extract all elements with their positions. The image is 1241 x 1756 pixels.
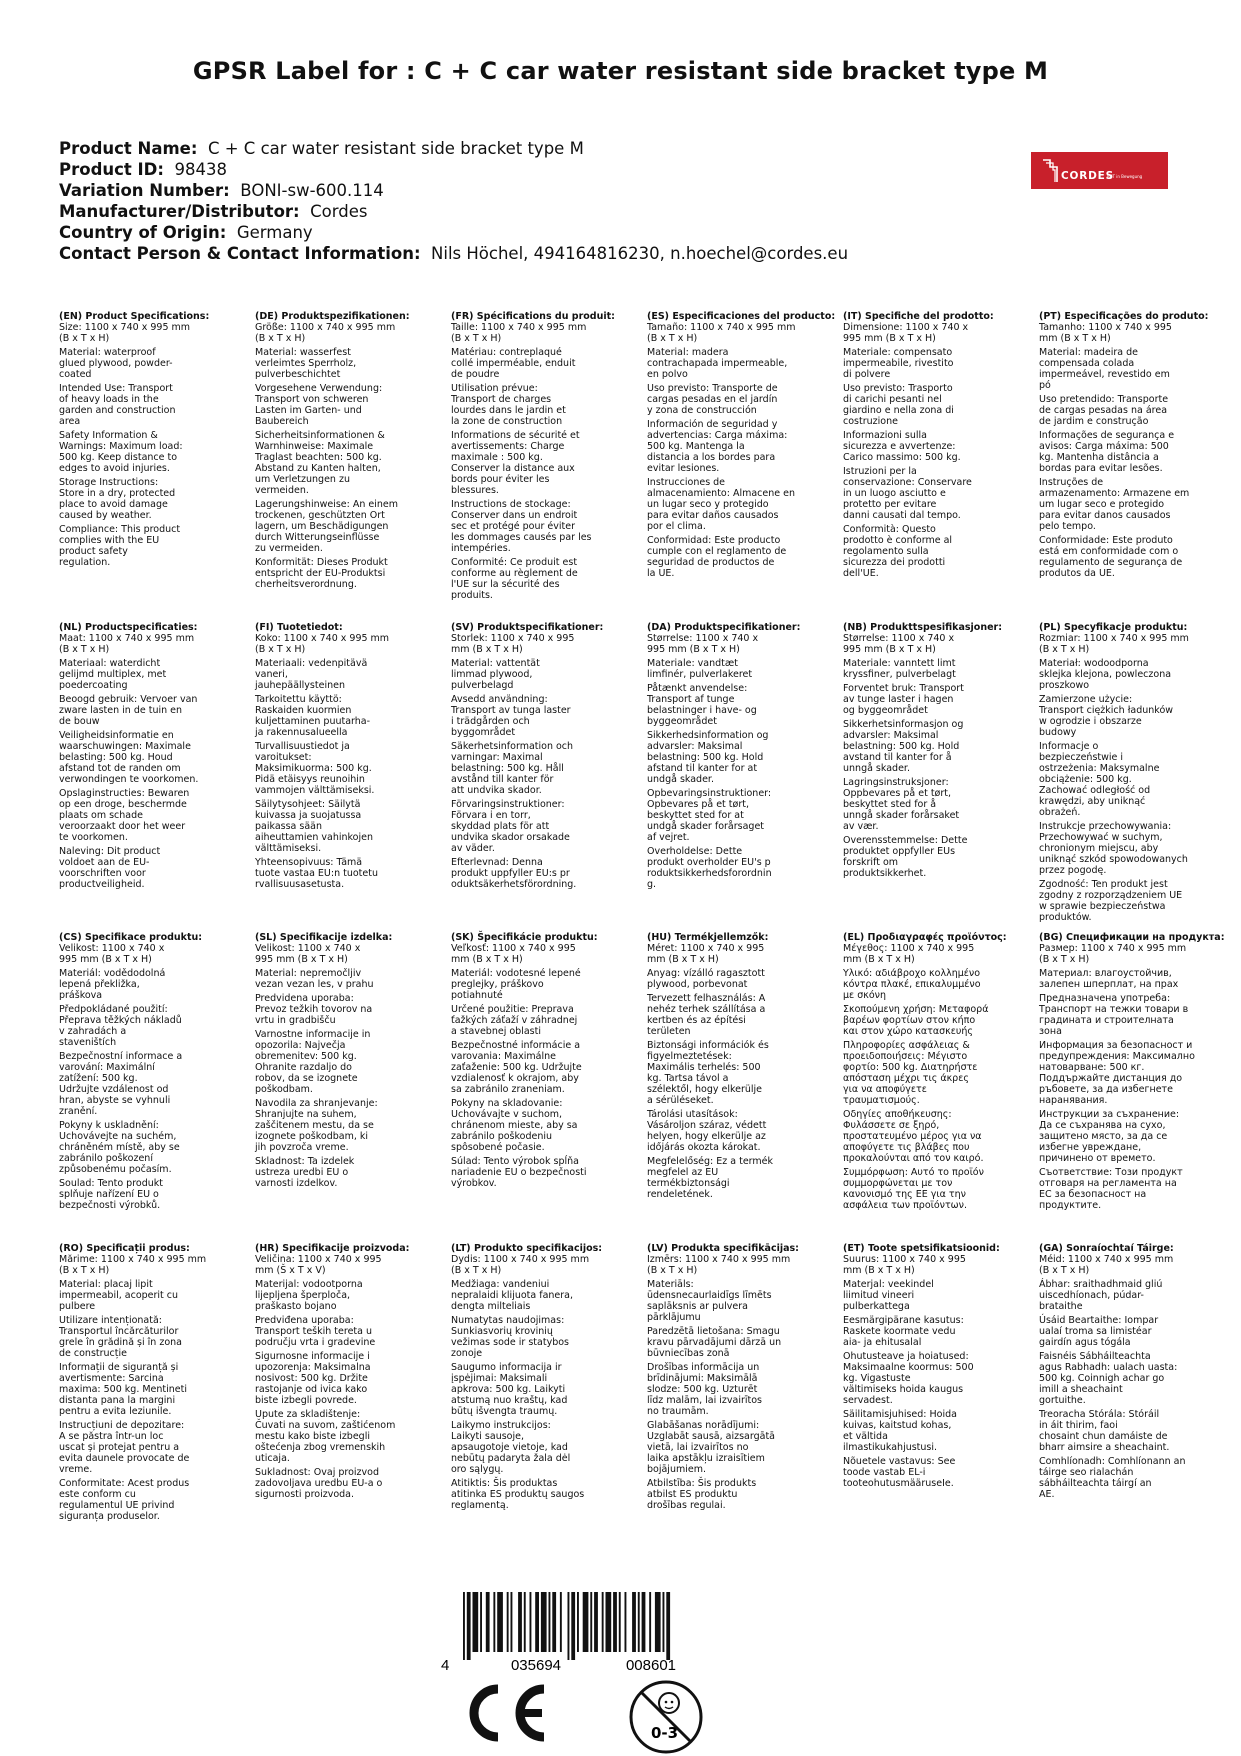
spec-paragraph: Velikost: 1100 x 740 x 995 mm (B x T x H)	[59, 943, 165, 965]
barcode-bar	[632, 1592, 636, 1652]
spec-paragraph: Atitiktis: Šis produktas atitinka ES produktų saugos reglamentą.	[451, 1478, 585, 1511]
spec-paragraph: Conformitate: Acest produs este conform cu regulamentul UE privind siguranța produselor.	[59, 1478, 190, 1522]
ce-mark-icon	[458, 1683, 548, 1743]
spec-paragraph: Ohutusteave ja hoiatused: Maksimaalne koormus: 500 kg. Vigastuste vältimiseks hoida kaugus servadest.	[843, 1351, 974, 1406]
spec-heading: (LV) Produkta specifikācijas:	[647, 1243, 799, 1254]
spec-paragraph: Instruções de armazenamento: Armazene em um lugar seco e protegido para evitar danos causados pelo tempo.	[1039, 477, 1190, 532]
spec-paragraph: Úsáid Beartaithe: Iompar ualaí troma sa limistéar gairdín agus tógála	[1039, 1315, 1159, 1348]
spec-paragraph: Οδηγίες αποθήκευσης: Φυλάσσετε σε ξηρό, προστατευμένο μέρος για να αποφύγετε τις βλάβες που προκαλούνται από τον καιρό.	[843, 1109, 984, 1164]
variation-number-value: BONI-sw-600.114	[240, 181, 384, 200]
spec-paragraph: Dydis: 1100 x 740 x 995 mm (B x T x H)	[451, 1254, 590, 1276]
spec-heading: (LT) Produkto specifikacijos:	[451, 1243, 603, 1254]
spec-paragraph: Faisnéis Sábháilteachta agus Rabhadh: ualach uasta: 500 kg. Coinnigh achar go imill a sheachaint gortuithe.	[1039, 1351, 1178, 1406]
barcode-digits-right: 008601	[625, 1657, 677, 1672]
barcode-bar	[486, 1592, 490, 1652]
spec-section	[255, 932, 433, 1192]
barcode-bar	[571, 1592, 575, 1660]
spec-paragraph: Zamierzone użycie: Transport ciężkich ładunków w ogrodzie i obszarze budowy	[1039, 694, 1174, 738]
spec-heading: (SV) Produktspecifikationer:	[451, 622, 604, 633]
spec-heading: (SK) Špecifikácie produktu:	[451, 932, 598, 943]
cordes-logo	[1031, 152, 1168, 189]
spec-paragraph: Biztonsági információk és figyelmeztetések: Maximális terhelés: 500 kg. Tartsa távol a szélektől, hogy elkerülje a sérüléseket.	[647, 1040, 769, 1106]
spec-paragraph: Size: 1100 x 740 x 995 mm (B x T x H)	[59, 322, 191, 344]
spec-paragraph: Saugumo informacija ir įspėjimai: Maksimali apkrova: 500 kg. Laikyti atstumą nuo kraštų, kad būtų išvengta traumų.	[451, 1362, 568, 1417]
barcode-bar	[467, 1592, 471, 1660]
barcode-bar	[552, 1592, 556, 1652]
spec-paragraph: Предназначена употреба: Транспорт на тежки товари в градината и строителната зона	[1039, 993, 1189, 1037]
spec-paragraph: Opslaginstructies: Bewaren op een droge, beschermde plaats om schade veroorzaakt door het weer te voorkomen.	[59, 788, 190, 843]
spec-section	[59, 932, 237, 1214]
spec-paragraph: Treoracha Stórála: Stóráil in áit thirim, faoi chosaint chun damáiste de bharr aimsire a sheachaint.	[1039, 1409, 1170, 1453]
barcode-bar	[583, 1592, 589, 1652]
spec-paragraph: Größe: 1100 x 740 x 995 mm (B x T x H)	[255, 322, 396, 344]
spec-paragraph: Instrukcje przechowywania: Przechowywać w suchym, chronionym miejscu, aby uniknąć szkód spowodowanych przez pogodę.	[1039, 821, 1188, 876]
barcode-bar	[463, 1592, 465, 1660]
spec-paragraph: Instrucciones de almacenamiento: Almacene en un lugar seco y protegido para evitar daños causados por el clima.	[647, 477, 795, 532]
spec-paragraph: Dimensione: 1100 x 740 x 995 mm (B x T x H)	[843, 322, 969, 344]
spec-section	[843, 932, 1021, 1214]
spec-paragraph: Bezpečnostné informácie a varovania: Maximálne zaťaženie: 500 kg. Udržujte vzdialenosť k okrajom, aby sa zabránilo zraneniam.	[451, 1040, 582, 1095]
spec-heading: (HR) Specifikacije proizvoda:	[255, 1243, 410, 1254]
barcode-bar	[518, 1592, 522, 1652]
contact-value: Nils Höchel, 494164816230, n.hoechel@cordes.eu	[431, 244, 849, 263]
spec-paragraph: Πληροφορίες ασφάλειας & προειδοποιήσεις: Μέγιστο φορτίο: 500 kg. Διατηρήστε απόσταση μέχρι τις άκρες για να αποφύγετε τραυματισμούς.	[843, 1040, 978, 1106]
spec-section	[59, 311, 237, 571]
spec-heading: (NB) Produkttspesifikasjoner:	[843, 622, 1003, 633]
barcode	[441, 1592, 741, 1672]
product-id-value: 98438	[174, 160, 227, 179]
spec-paragraph: Súlad: Tento výrobok spĺňa nariadenie EU o bezpečnosti výrobkov.	[451, 1156, 587, 1189]
spec-paragraph: Medžiaga: vandeniui nepralaidi klijuota fanera, dengta milteliais	[451, 1279, 574, 1312]
spec-paragraph: Material: vattentät limmad plywood, pulverbelagd	[451, 658, 540, 691]
product-id-label: Product ID:	[59, 160, 164, 179]
spec-paragraph: Material: nepremočljiv vezan vezan les, v prahu	[255, 968, 374, 990]
barcode-bar	[666, 1592, 670, 1660]
spec-paragraph: Lagerungshinweise: An einem trockenen, geschützten Ort lagern, um Beschädigungen durch Witterungseinflüsse zu vermeiden.	[255, 499, 399, 554]
spec-paragraph: Bezpečnostní informace a varování: Maximální zatížení: 500 kg. Udržujte vzdálenost od hran, abyste se vyhnuli zranění.	[59, 1051, 183, 1117]
barcode-bar	[655, 1592, 661, 1652]
barcode-bar	[480, 1592, 482, 1652]
barcode-bar	[594, 1592, 598, 1652]
spec-heading: (SL) Specifikacije izdelka:	[255, 932, 393, 943]
spec-paragraph: Veľkosť: 1100 x 740 x 995 mm (B x T x H)	[451, 943, 576, 965]
spec-paragraph: Opbevaringsinstruktioner: Opbevares på et tørt, beskyttet sted for at undgå skader forårsaget af vejret.	[647, 788, 772, 843]
spec-paragraph: Veličina: 1100 x 740 x 995 mm (Š x T x V)	[255, 1254, 382, 1276]
spec-paragraph: Materjal: veekindel liimitud vineeri pulberkattega	[843, 1279, 934, 1312]
spec-paragraph: Comhlíonadh: Comhlíonann an táirge seo rialachán sábháilteachta táirgí an AE.	[1039, 1456, 1186, 1500]
barcode-bar	[549, 1592, 551, 1652]
spec-paragraph: Materiale: vandtæt limfinér, pulverlakeret	[647, 658, 753, 680]
spec-heading: (IT) Specifiche del prodotto:	[843, 311, 994, 322]
spec-paragraph: Koko: 1100 x 740 x 995 mm (B x T x H)	[255, 633, 390, 655]
spec-paragraph: Material: madera contrachapada impermeable, en polvo	[647, 347, 788, 380]
barcode-bar	[638, 1592, 640, 1652]
logo-text: CORDES	[1061, 170, 1114, 182]
spec-section	[59, 622, 237, 893]
spec-section	[1039, 622, 1217, 926]
variation-number-label: Variation Number:	[59, 181, 230, 200]
barcode-bar	[493, 1592, 495, 1652]
spec-heading: (RO) Specificații produs:	[59, 1243, 190, 1254]
spec-section	[1039, 1243, 1217, 1503]
age-warning-text: 0-3	[651, 1724, 679, 1742]
spec-paragraph: Utilisation prévue: Transport de charges lourdes dans le jardin et la zone de construction	[451, 383, 566, 427]
spec-paragraph: Tarkoitettu käyttö: Raskaiden kuormien kuljettaminen puutarha- ja rakennusalueella	[255, 694, 371, 738]
barcode-bar	[560, 1592, 562, 1652]
spec-paragraph: Conformité: Ce produit est conforme au règlement de l'UE sur la sécurité des produits.	[451, 557, 578, 601]
spec-paragraph: Påtænkt anvendelse: Transport af tunge belastninger i have- og byggeområdet	[647, 683, 757, 727]
spec-paragraph: Información de seguridad y advertencias: Carga máxima: 500 kg. Mantenga la distancia a los bordes para evitar lesiones.	[647, 419, 788, 474]
manufacturer-value: Cordes	[310, 202, 368, 221]
variation-number-row	[59, 180, 848, 201]
spec-paragraph: Säkerhetsinformation och varningar: Maximal belastning: 500 kg. Håll avstånd till kanter för att undvika skador.	[451, 741, 574, 796]
spec-paragraph: Storage Instructions: Store in a dry, protected place to avoid damage caused by weather.	[59, 477, 176, 521]
product-name-label: Product Name:	[59, 139, 198, 158]
spec-heading: (ES) Especificaciones del producto:	[647, 311, 836, 322]
spec-section	[647, 1243, 825, 1514]
spec-paragraph: Eesmärgipärane kasutus: Raskete koormate vedu aia- ja ehitusalal	[843, 1315, 964, 1348]
spec-heading: (BG) Спецификации на продукта:	[1039, 932, 1225, 943]
product-info	[59, 138, 848, 264]
spec-paragraph: Méid: 1100 x 740 x 995 mm (B x T x H)	[1039, 1254, 1174, 1276]
spec-paragraph: Størrelse: 1100 x 740 x 995 mm (B x T x H)	[647, 633, 759, 655]
spec-paragraph: Uso previsto: Trasporto di carichi pesanti nel giardino e nella zona di costruzione	[843, 383, 954, 427]
country-of-origin-value: Germany	[236, 223, 313, 242]
spec-paragraph: Rozmiar: 1100 x 740 x 995 mm (B x T x H)	[1039, 633, 1189, 655]
spec-section	[843, 1243, 1021, 1492]
spec-paragraph: Forventet bruk: Transport av tunge laster i hagen og byggeområdet	[843, 683, 964, 716]
spec-paragraph: Sukladnost: Ovaj proizvod zadovoljava uredbu EU-a o sigurnosti proizvoda.	[255, 1467, 383, 1500]
manufacturer-row	[59, 201, 848, 222]
spec-paragraph: Soulad: Tento produkt splňuje nařízení EU o bezpečnosti výrobků.	[59, 1178, 164, 1211]
barcode-bar	[473, 1592, 479, 1652]
spec-paragraph: Sikkerhedsinformation og advarsler: Maksimal belastning: 500 kg. Hold afstand til kanter for at undgå skader.	[647, 730, 769, 785]
spec-paragraph: Materiál: vodědodolná lepená překližka, práškova	[59, 968, 166, 1001]
spec-paragraph: Materiāls: ūdensnecaurlaidīgs līmēts saplāksnis ar pulvera pārklājumu	[647, 1279, 772, 1323]
spec-section	[451, 932, 629, 1192]
product-name-value: C + C car water resistant side bracket type M	[207, 139, 584, 158]
spec-paragraph: Tervezett felhasználás: A nehéz terhek szállítása a kertben és az építési területen	[647, 993, 766, 1037]
spec-heading: (EL) Προδιαγραφές προϊόντος:	[843, 932, 1007, 943]
spec-heading: (HU) Termékjellemzők:	[647, 932, 769, 943]
spec-paragraph: Utilizare intenționată: Transportul încărcăturilor grele în grădină și în zona de construcție	[59, 1315, 182, 1359]
barcode-bar	[642, 1592, 646, 1652]
spec-paragraph: Materiale: compensato impermeabile, rivestito di polvere	[843, 347, 954, 380]
spec-paragraph: Upute za skladištenje: Čuvati na suvom, zaštićenom mestu kako biste izbegli oštećenja zbog vremenskih uticaja.	[255, 1409, 396, 1464]
spec-paragraph: Matériau: contreplaqué collé imperméable, enduit de poudre	[451, 347, 576, 380]
spec-paragraph: Varnostne informacije in opozorila: Največja obremenitev: 500 kg. Ohranite razdaljo do robov, da se izognete poškodbam.	[255, 1029, 371, 1095]
spec-section	[255, 1243, 433, 1503]
spec-paragraph: Beoogd gebruik: Vervoer van zware lasten in de tuin en de bouw	[59, 694, 198, 727]
spec-paragraph: Инструкции за съхранение: Да се съхранява на сухо, защитено място, за да се избегне увреждане, причинено от времето.	[1039, 1109, 1180, 1164]
spec-paragraph: Informații de siguranță și avertismente: Sarcina maxima: 500 kg. Mentineti distanta pana la margini pentru a evita leziunile.	[59, 1362, 188, 1417]
barcode-digit-prefix: 4	[441, 1657, 450, 1672]
spec-section	[59, 1243, 237, 1525]
spec-section	[1039, 932, 1225, 1214]
spec-paragraph: Skladnost: Ta izdelek ustreza uredbi EU o varnosti izdelkov.	[255, 1156, 355, 1189]
barcode-bar	[625, 1592, 627, 1652]
spec-paragraph: Overensstemmelse: Dette produktet oppfyller EUs forskrift om produktsikkerhet.	[843, 835, 968, 879]
spec-paragraph: Numatytas naudojimas: Sunkiasvorių krovinių vežimas sode ir statybos zonoje	[451, 1315, 569, 1359]
spec-paragraph: Lagringsinstruksjoner: Oppbevares på et tørt, beskyttet sted for å unngå skader forårsaket av vær.	[843, 777, 960, 832]
barcode-bar	[649, 1592, 651, 1652]
spec-paragraph: Taille: 1100 x 740 x 995 mm (B x T x H)	[451, 322, 587, 344]
spec-paragraph: Istruzioni per la conservazione: Conservare in un luogo asciutto e protetto per evitare danni causati dal tempo.	[843, 466, 972, 521]
spec-section	[255, 311, 433, 593]
barcode-bar	[497, 1592, 503, 1652]
spec-paragraph: Säilytysohjeet: Säilytä kuivassa ja suojatussa paikassa sään aiheuttamien vahinkojen välttämiseksi.	[255, 799, 374, 854]
spec-paragraph: Tamanho: 1100 x 740 x 995 mm (B x T x H)	[1039, 322, 1172, 344]
spec-paragraph: Megfelelőség: Ez a termék megfelel az EU termékbiztonsági rendeletének.	[647, 1156, 774, 1200]
spec-paragraph: Информация за безопасност и предупреждения: Максимално натоварване: 500 кг. Поддържайте дистанция до ръбовете, за да избегнете наранявания.	[1039, 1040, 1195, 1106]
manufacturer-label: Manufacturer/Distributor:	[59, 202, 300, 221]
spec-paragraph: Säilitamisjuhised: Hoida kuivas, kaitstud kohas, et vältida ilmastikukahjustusi.	[843, 1409, 957, 1453]
spec-section	[647, 932, 825, 1203]
spec-paragraph: Sikkerhetsinformasjon og advarsler: Maksimal belastning: 500 kg. Hold avstand til kanter for å unngå skader.	[843, 719, 964, 774]
spec-paragraph: Sigurnosne informacije i upozorenja: Maksimalna nosivost: 500 kg. Držite rastojanje od ivica kako biste izbegli povrede.	[255, 1351, 371, 1406]
spec-paragraph: Storlek: 1100 x 740 x 995 mm (B x T x H)	[451, 633, 575, 655]
spec-paragraph: Naleving: Dit product voldoet aan de EU- voorschriften voor productveiligheid.	[59, 846, 161, 890]
spec-paragraph: Atbilstība: Šis produkts atbilst ES produktu drošības regulai.	[647, 1478, 757, 1511]
spec-heading: (CS) Specifikace produktu:	[59, 932, 203, 943]
barcode-bar	[541, 1592, 547, 1652]
spec-paragraph: Efterlevnad: Denna produkt uppfyller EU:s pr oduktsäkerhetsförordning.	[451, 857, 577, 890]
spec-heading: (PL) Specyfikacje produktu:	[1039, 622, 1188, 633]
country-of-origin-row	[59, 222, 848, 243]
product-id-row	[59, 159, 848, 180]
spec-paragraph: Drošības informācija un brīdinājumi: Maksimālā slodze: 500 kg. Uzturēt līdz malām, lai izvairītos no traumām.	[647, 1362, 763, 1417]
barcode-bars	[463, 1592, 670, 1660]
spec-paragraph: Velikost: 1100 x 740 x 995 mm (B x T x H)	[255, 943, 361, 965]
spec-paragraph: Sicherheitsinformationen & Warnhinweise: Maximale Traglast beachten: 500 kg. Abstand zu Kanten halten, um Verletzungen zu vermeiden.	[255, 430, 385, 496]
spec-paragraph: Safety Information & Warnings: Maximum load: 500 kg. Keep distance to edges to avoid injuries.	[59, 430, 183, 474]
spec-paragraph: Uso pretendido: Transporte de cargas pesadas na área de jardim e construção	[1039, 394, 1169, 427]
spec-paragraph: Zgodność: Ten produkt jest zgodny z rozporządzeniem UE w sprawie bezpieczeństwa produktów.	[1039, 879, 1183, 923]
spec-paragraph: Σκοπούμενη χρήση: Μεταφορά βαρέων φορτίων στον κήπο και στον χώρο κατασκευής	[843, 1004, 989, 1037]
spec-paragraph: Informacje o bezpieczeństwie i ostrzeżenia: Maksymalne obciążenie: 500 kg. Zachować odległość od krawędzi, aby uniknąć obrażeń.	[1039, 741, 1160, 818]
spec-paragraph: Materiale: vanntett limt kryssfiner, pulverbelagt	[843, 658, 956, 680]
spec-paragraph: Material: wasserfest verleimtes Sperrholz, pulverbeschichtet	[255, 347, 357, 380]
spec-paragraph: Instrucțiuni de depozitare: A se păstra într-un loc uscat și protejat pentru a evita daunele provocate de vreme.	[59, 1420, 190, 1475]
spec-paragraph: Anyag: vízálló ragasztott plywood, porbevonat	[647, 968, 765, 990]
spec-paragraph: Compliance: This product complies with the EU product safety regulation.	[59, 524, 181, 568]
spec-paragraph: Conformidad: Este producto cumple con el reglamento de seguridad de productos de la UE.	[647, 535, 787, 579]
spec-paragraph: Material: waterproof glued plywood, powder- coated	[59, 347, 173, 380]
spec-heading: (EN) Product Specifications:	[59, 311, 210, 322]
spec-paragraph: Materiał: wodoodporna sklejka klejona, powleczona proszkowo	[1039, 658, 1172, 691]
spec-paragraph: Conformità: Questo prodotto è conforme al regolamento sulla sicurezza dei prodotti dell'UE.	[843, 524, 953, 579]
spec-paragraph: Navodila za shranjevanje: Shranjujte na suhem, zaščitenem mestu, da se izognete poškodbam, ki jih povzroča vreme.	[255, 1098, 378, 1153]
spec-paragraph: Izmērs: 1100 x 740 x 995 mm (B x T x H)	[647, 1254, 791, 1276]
spec-paragraph: Materijal: vodootporna lijepljena šperploča, praškasto bojano	[255, 1279, 363, 1312]
logo-slogan: BBT in Bewegung	[1107, 174, 1143, 179]
spec-paragraph: Veiligheidsinformatie en waarschuwingen: Maximale belasting: 500 kg. Houd afstand tot de randen om verwondingen te voorkomen.	[59, 730, 199, 785]
spec-paragraph: Uso previsto: Transporte de cargas pesadas en el jardín y zona de construcción	[647, 383, 778, 416]
spec-paragraph: Informazioni sulla sicurezza e avvertenze: Carico massimo: 500 kg.	[843, 430, 961, 463]
spec-heading: (DE) Produktspezifikationen:	[255, 311, 410, 322]
spec-section	[843, 311, 1021, 582]
spec-paragraph: Størrelse: 1100 x 740 x 995 mm (B x T x H)	[843, 633, 955, 655]
spec-paragraph: Размер: 1100 x 740 x 995 mm (B x T x H)	[1039, 943, 1187, 965]
spec-paragraph: Turvallisuustiedot ja varoitukset: Maksimikuorma: 500 kg. Pidä etäisyys reunoihin vammojen välttämiseksi.	[255, 741, 375, 796]
spec-paragraph: Laikymo instrukcijos: Laikyti sausoje, apsaugotoje vietoje, kad nebūtų padaryta žala dėl oro sąlygų.	[451, 1420, 571, 1475]
spec-paragraph: Instructions de stockage: Conserver dans un endroit sec et protégé pour éviter les dommages causés par les intempéries.	[451, 499, 592, 554]
spec-paragraph: Predvidena uporaba: Prevoz težkih tovorov na vrtu in gradbišču	[255, 993, 373, 1026]
spec-paragraph: Tamaño: 1100 x 740 x 995 mm (B x T x H)	[647, 322, 796, 344]
spec-section	[451, 1243, 629, 1514]
spec-paragraph: Avsedd användning: Transport av tunga laster i trädgården och byggområdet	[451, 694, 571, 738]
spec-section	[843, 622, 1021, 882]
age-warning-icon	[627, 1678, 705, 1756]
country-of-origin-label: Country of Origin:	[59, 223, 227, 242]
spec-heading: (GA) Sonraíochtaí Táirge:	[1039, 1243, 1174, 1254]
spec-heading: (PT) Especificações do produto:	[1039, 311, 1209, 322]
spec-paragraph: Overholdelse: Dette produkt overholder EU's p roduktsikkerhedsforordnin g.	[647, 846, 772, 890]
spec-paragraph: Μέγεθος: 1100 x 740 x 995 mm (B x T x H)	[843, 943, 975, 965]
spec-paragraph: Určené použitie: Preprava ťažkých záťaží v záhradnej a stavebnej oblasti	[451, 1004, 578, 1037]
spec-paragraph: Glabāšanas norādījumi: Uzglabāt sausā, aizsargātā vietā, lai izvairītos no laika apstākļu izraisītiem bojājumiem.	[647, 1420, 775, 1475]
spec-paragraph: Pokyny k uskladnění: Uchovávejte na suchém, chráněném místě, aby se zabránilo poškození způsobenému počasím.	[59, 1120, 180, 1175]
spec-paragraph: Materiaal: waterdicht gelijmd multiplex, met poedercoating	[59, 658, 167, 691]
spec-heading: (FR) Spécifications du produit:	[451, 311, 615, 322]
spec-paragraph: Förvaringsinstruktioner: Förvara i en torr, skyddad plats för att undvika skador orsakade av väder.	[451, 799, 570, 854]
spec-heading: (DA) Produktspecifikationer:	[647, 622, 801, 633]
spec-paragraph: Material: madeira de compensada colada impermeável, revestido em pó	[1039, 347, 1170, 391]
spec-paragraph: Υλικό: αδιάβροχο κολλημένο κόντρα πλακέ, επικαλυμμένο με σκόνη	[843, 968, 981, 1001]
spec-paragraph: Материал: влагоустойчив, залепен шперплат, на прах	[1039, 968, 1179, 990]
spec-section	[451, 622, 629, 893]
contact-row	[59, 243, 848, 264]
spec-section	[255, 622, 433, 893]
barcode-bar	[507, 1592, 509, 1652]
spec-paragraph: Predviđena uporaba: Transport teških tereta u području vrta i gradevine	[255, 1315, 376, 1348]
spec-paragraph: Informations de sécurité et avertissements: Charge maximale : 500 kg. Conserver la distance aux bords pour éviter les blessures.	[451, 430, 580, 496]
spec-section	[451, 311, 629, 604]
spec-section	[647, 311, 836, 582]
barcode-bar	[568, 1592, 570, 1660]
contact-label: Contact Person & Contact Information:	[59, 244, 421, 263]
spec-paragraph: Méret: 1100 x 740 x 995 mm (B x T x H)	[647, 943, 765, 965]
spec-paragraph: Konformität: Dieses Produkt entspricht der EU-Produktsi cherheitsverordnung.	[255, 557, 388, 590]
barcode-bar	[535, 1592, 539, 1652]
spec-paragraph: Mărime: 1100 x 740 x 995 mm (B x T x H)	[59, 1254, 207, 1276]
product-name-row	[59, 138, 848, 159]
barcode-bar	[602, 1592, 604, 1652]
spec-paragraph: Předpokládané použití: Přeprava těžkých nákladů v zahradách a staveništích	[59, 1004, 182, 1048]
spec-paragraph: Materiál: vodotesné lepené preglejky, práškovo potiahnuté	[451, 968, 581, 1001]
spec-paragraph: Material: placaj lipit impermeabil, acoperit cu pulbere	[59, 1279, 179, 1312]
spec-paragraph: Conformidade: Este produto está em conformidade com o regulamento de segurança de produtos da UE.	[1039, 535, 1183, 579]
barcode-bar	[619, 1592, 621, 1652]
spec-heading: (FI) Tuotetiedot:	[255, 622, 343, 633]
barcode-bar	[590, 1592, 592, 1652]
barcode-bar	[606, 1592, 612, 1652]
spec-paragraph: Suurus: 1100 x 740 x 995 mm (B x T x H)	[843, 1254, 966, 1276]
spec-paragraph: Paredzētā lietošana: Smagu kravu pārvadājumi dārzā un būvniecības zonā	[647, 1326, 782, 1359]
barcode-bar	[663, 1592, 665, 1652]
barcode-bar	[530, 1592, 532, 1652]
spec-section	[1039, 311, 1217, 582]
spec-paragraph: Yhteensopivuus: Tämä tuote vastaa EU:n tuotetu rvallisuusasetusta.	[255, 857, 378, 890]
spec-paragraph: Vorgesehene Verwendung: Transport von schweren Lasten im Garten- und Baubereich	[255, 383, 383, 427]
spec-heading: (ET) Toote spetsifikatsioonid:	[843, 1243, 1000, 1254]
barcode-bar	[524, 1592, 526, 1652]
spec-paragraph: Pokyny na skladovanie: Uchovávajte v suchom, chránenom mieste, aby sa zabránilo poškodeniu spôsobené počasie.	[451, 1098, 578, 1153]
barcode-digits-left: 035694	[510, 1657, 562, 1672]
page-title: GPSR Label for : C + C car water resistant side bracket type M	[192, 57, 1049, 85]
barcode-bar	[613, 1592, 617, 1652]
logo-mark-icon	[1041, 158, 1059, 184]
spec-paragraph: Συμμόρφωση: Αυτό το προϊόν συμμορφώνεται με τον κανονισμό της ΕΕ για την ασφάλεια των προϊόντων.	[843, 1167, 984, 1211]
spec-paragraph: Tárolási utasítások: Vásároljon száraz, védett helyen, hogy elkerülje az időjárás okozta károkat.	[647, 1109, 767, 1153]
spec-paragraph: Materiaali: vedenpitävä vaneri, jauhepäällysteinen	[255, 658, 368, 691]
spec-paragraph: Maat: 1100 x 740 x 995 mm (B x T x H)	[59, 633, 195, 655]
spec-paragraph: Nõuetele vastavus: See toode vastab EL-i tooteohutusmääruseIe.	[843, 1456, 956, 1489]
spec-paragraph: Intended Use: Transport of heavy loads in the garden and construction area	[59, 383, 176, 427]
barcode-bar	[511, 1592, 513, 1652]
barcode-bar	[577, 1592, 579, 1652]
spec-paragraph: Ábhar: sraithadhmaid gliú uiscedhíonach, púdar- brataithe	[1039, 1279, 1163, 1312]
spec-section	[647, 622, 825, 893]
spec-paragraph: Съответствие: Този продукт отговаря на регламента на ЕС за безопасност на продуктите.	[1039, 1167, 1183, 1211]
spec-paragraph: Informações de segurança e avisos: Carga máxima: 500 kg. Mantenha distância a bordas para evitar lesões.	[1039, 430, 1175, 474]
spec-heading: (NL) Productspecificaties:	[59, 622, 198, 633]
